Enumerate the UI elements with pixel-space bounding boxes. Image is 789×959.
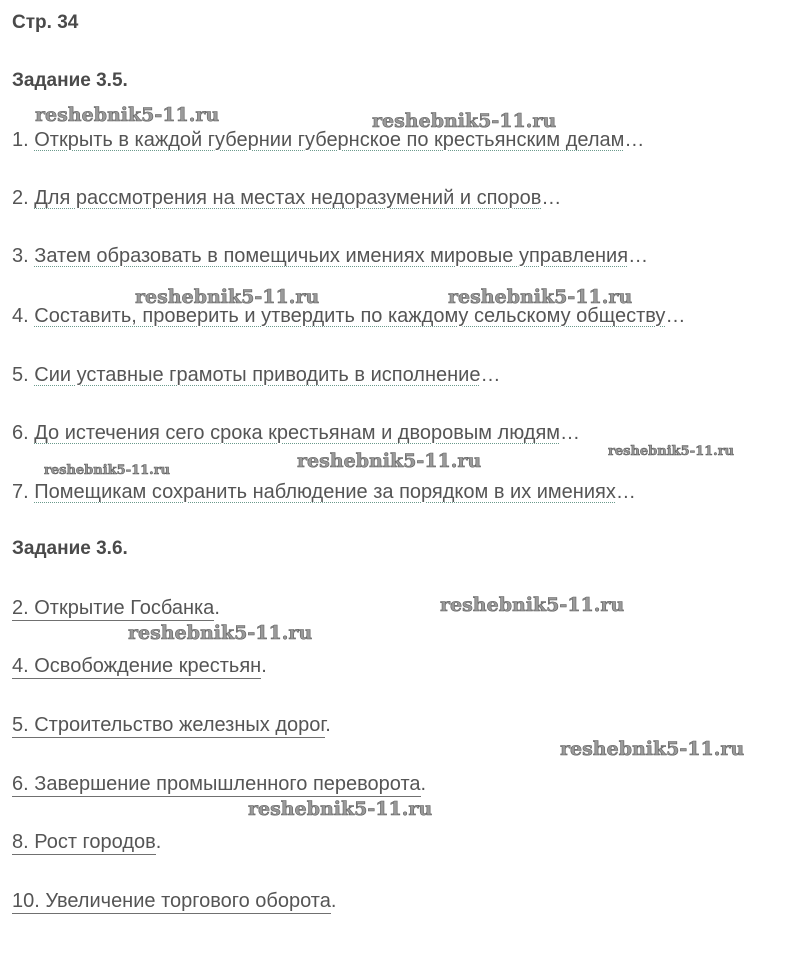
item-text-link[interactable]: Открыть в каждой губернии губернское по крестьянским делам [34, 129, 625, 151]
item-number: 6. [12, 422, 35, 444]
list-item [12, 363, 500, 387]
watermark: reshebnik5-11.ru [440, 594, 625, 616]
item-text-link[interactable]: 5. Строительство железных дорог [12, 714, 326, 736]
item-text-link[interactable]: Сии уставные грамоты приводить в исполнение [34, 364, 481, 386]
item-ellipsis: … [480, 364, 501, 386]
item-text-link[interactable]: 2. Открытие Госбанка [12, 597, 215, 619]
list-item [12, 654, 267, 678]
watermark: reshebnik5-11.ru [35, 104, 220, 126]
watermark: reshebnik5-11.ru [560, 738, 745, 760]
item-text-link[interactable]: Для рассмотрения на местах недоразумений и споров [34, 187, 542, 209]
watermark: reshebnik5-11.ru [135, 286, 320, 308]
item-ellipsis: … [541, 187, 562, 209]
list-item [12, 421, 580, 445]
item-text-link[interactable]: Помещикам сохранить наблюдение за порядком в их имениях [34, 481, 616, 503]
item-text-link[interactable]: 4. Освобождение крестьян [12, 655, 262, 677]
item-text-link[interactable]: 8. Рост городов [12, 831, 156, 853]
list-item [12, 830, 161, 854]
item-number: 3. [12, 245, 35, 267]
item-period: . [325, 714, 331, 736]
item-period: . [420, 773, 427, 795]
item-ellipsis: … [560, 422, 581, 444]
task-3-6-heading: Задание 3.6. [12, 538, 128, 559]
task-3-5-heading: Задание 3.5. [12, 70, 128, 91]
item-number: 2. [12, 187, 35, 209]
watermark: reshebnik5-11.ru [44, 463, 171, 478]
watermark: reshebnik5-11.ru [448, 286, 633, 308]
list-item [12, 480, 636, 504]
watermark: reshebnik5-11.ru [297, 450, 482, 472]
item-number: 7. [12, 481, 35, 503]
watermark: reshebnik5-11.ru [608, 444, 735, 459]
item-period: . [261, 655, 267, 677]
list-item [12, 186, 561, 210]
item-text-link[interactable]: 6. Завершение промышленного переворота [12, 773, 421, 795]
list-item [12, 713, 331, 737]
item-ellipsis: … [615, 481, 636, 503]
list-item [12, 772, 426, 796]
item-text-link[interactable]: До истечения сего срока крестьянам и дворовым людям [34, 422, 561, 444]
item-number: 1. [12, 129, 35, 151]
list-item [12, 244, 648, 268]
watermark: reshebnik5-11.ru [372, 110, 557, 132]
item-period: . [214, 597, 220, 619]
watermark: reshebnik5-11.ru [128, 622, 313, 644]
item-text-link[interactable]: Затем образовать в помещичьих имениях мировые управления [34, 245, 629, 267]
list-item [12, 596, 220, 620]
item-number: 4. [12, 305, 35, 327]
watermark: reshebnik5-11.ru [248, 798, 433, 820]
item-period: . [155, 831, 162, 853]
item-number: 5. [12, 364, 35, 386]
item-text-link[interactable]: Составить, проверить и утвердить по каждому сельскому обществу [34, 305, 666, 327]
item-period: . [330, 890, 337, 912]
item-ellipsis: … [665, 305, 686, 327]
item-ellipsis: … [628, 245, 649, 267]
list-item [12, 889, 336, 913]
item-text-link[interactable]: 10. Увеличение торгового оборота [12, 890, 331, 912]
item-ellipsis: … [624, 129, 645, 151]
page-title: Стр. 34 [12, 12, 79, 33]
